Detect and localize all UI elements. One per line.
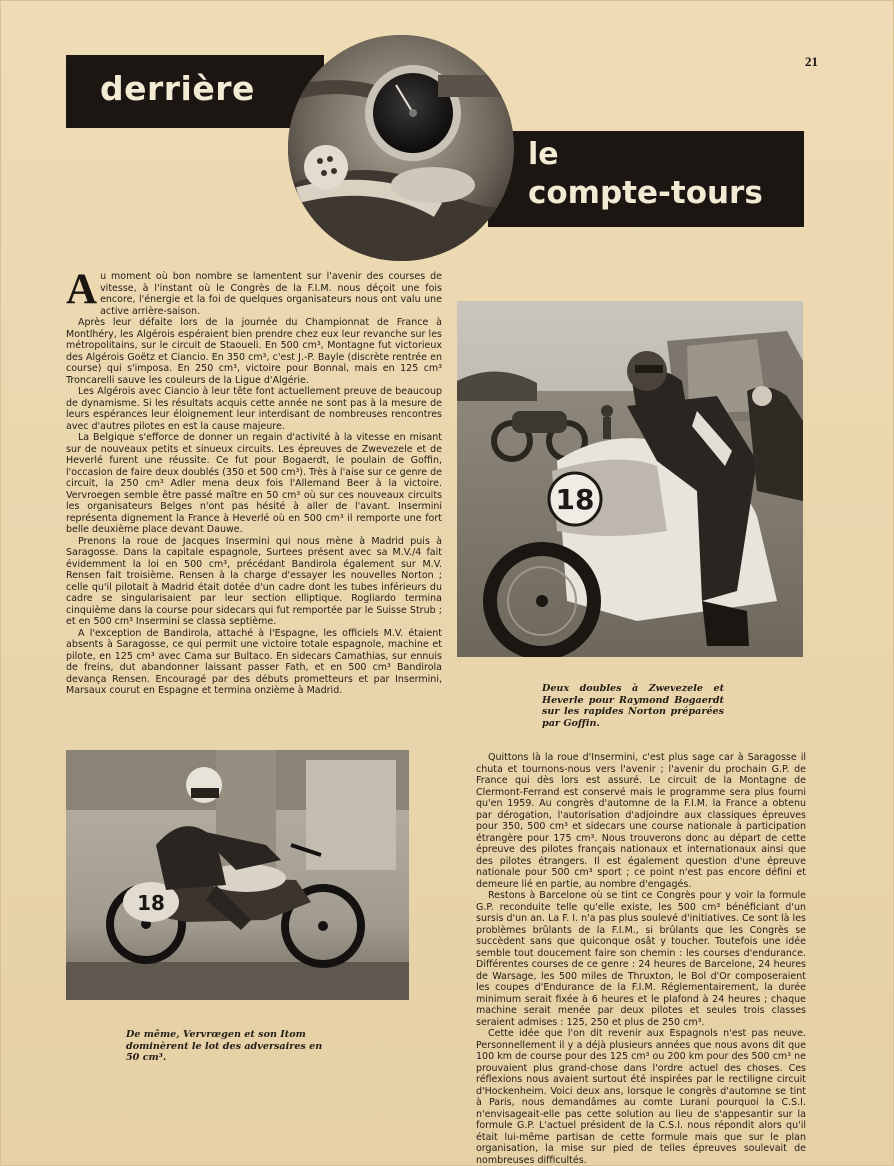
photo-caption-vervroegen: De même, Vervrœgen et son Itom dominèrent le lot des adversaires en 50 cm³. (126, 1029, 323, 1063)
paragraph: Les Algérois avec Ciancio à leur tête font actuellement preuve de beaucoup de dynamisme. Si les résultats acquis cette année ne sont pas à la mesure de leurs espérances leur éloignement leur interdisant de nombreuses rencontres avec d'autres pilotes en est la cause majeure. (66, 386, 442, 432)
tachometer-illustration (288, 35, 514, 261)
photo-vervroegen-itom (66, 750, 409, 1000)
drop-cap: A (66, 266, 98, 313)
title-word-derriere: derrière (100, 69, 255, 108)
paragraph: Cette idée que l'on dit revenir aux Espagnols n'est pas neuve. Personnellement il y a déjà plusieurs années que nous avons dit que 100 km de course pour des 125 cm³ ou 200 km pour des 500 cm³ ne prouvaient plus grand-chose dans l'ordre actuel des choses. Ces réflexions nous avaient surtout été inspirées par le rectiligne circuit d'Hockenheim. Voici deux ans, lorsque le congrès d'automne se tint à Paris, nous demandâmes au comte Lurani pourquoi la C.S.I. n'envisageait-elle pas cette solution au lieu de s'appesantir sur la formule G.P. L'actuel président de la C.S.I. nous répondit alors qu'il était lui-même partisan de cette formule mais que sur le plan organisation, la mise sur pied de telles épreuves soulevait de nombreuses difficultés. (476, 1028, 806, 1166)
paragraph: Restons à Barcelone où se tint ce Congrès pour y voir la formule G.P. reconduite telle qu'elle existe, les 500 cm³ bénéficiant d'un sursis d'un an. La F. I. n'a pas plus soulevé d'initiatives. Ce sont là les problèmes brûlants de la F.I.M., si brûlants que les Congrès se succèdent sans que quiconque osât y toucher. Toutefois une idée semble tout doucement faire son chemin : les courses d'endurance. Différentes courses de ce genre : 24 heures de Barcelone, 24 heures de Warsage, les 500 miles de Thruxton, le Bol d'Or composeraient les coupes d'Endurance de la F.I.M. Réglementairement, la durée minimum serait fixée à 6 heures et le plafond à 24 heures ; chaque machine serait menée par deux pilotes et seules trois classes seraient admises : 125, 250 et plus de 250 cm³. (476, 890, 806, 1028)
paragraph: La Belgique s'efforce de donner un regain d'activité à la vitesse en misant sur de nouveaux petits et sinueux circuits. Les épreuves de Zwevezele et de Heverlé furent une réussite. Ce fut pour Bogaerdt, le poulain de Goffin, l'occasion de faire deux doublés (350 et 500 cm³). Très à l'aise sur ce genre de circuit, la 250 cm³ Adler mena deux fois l'Allemand Beer à la victoire. Vervroegen semble être passé maître en 50 cm³ où sur ces nouveaux circuits les organisateurs Belges n'ont pas hésité à aller de l'avant. Insermini représenta dignement la France à Heverlé où en 500 cm³ il remporte une fort belle deuxième place devant Dauwe. (66, 432, 442, 535)
photo-caption-bogaerdt: Deux doubles à Zwevezele et Heverle pour Raymond Bogaerdt sur les rapides Norton préparées par Goffin. (542, 683, 724, 729)
race-number-label: 18 (555, 483, 595, 516)
article-column-right (476, 752, 806, 1166)
paragraph: Au moment où bon nombre se lamentent sur l'avenir des courses de vitesse, à l'instant où le Congrès de la F.I.M. nous déçoit une fois encore, l'énergie et la foi de quelques organisateurs nous ont valu une active arrière-saison. (66, 266, 442, 317)
title-word-compte-tours: compte-tours (528, 175, 763, 211)
small-motorcycle-illustration (66, 750, 409, 1000)
photo-bogaerdt-norton (457, 301, 803, 657)
paragraph: Après leur défaite lors de la journée du Championnat de France à Montlhéry, les Algérois espéraient bien prendre chez eux leur revanche sur les métropolitains, sur le circuit de Staoueli. En 500 cm³, Montagne fut victorieux des Algérois Goëtz et Ciancio. En 350 cm³, c'est J.-P. Bayle (discrète rentrée en course) qui s'imposa. En 250 cm³, victoire pour Bonnal, mais en 125 cm³ Troncarelli sauve les couleurs de la Ligue d'Algérie. (66, 317, 442, 386)
tachometer-photo (288, 35, 514, 261)
paragraph: Quittons là la roue d'Insermini, c'est plus sage car à Saragosse il chuta et tournons-nous vers l'avenir ; l'avenir du prochain G.P. de France qui dès lors est assuré. Le circuit de la Montagne de Clermont-Ferrand est conservé mais le programme sera plus fourni qu'en 1959. Au congrès d'automne de la F.I.M. la France a obtenu par dérogation, l'autorisation d'adjoindre aux classiques épreuves pour 350, 500 cm³ et sidecars une course nationale à participation étrangère pour 175 cm³. Nous trouverons donc au départ de cette épreuve des pilotes français nationaux et internationaux ainsi que des pilotes étrangers. Il est également question d'une épreuve nationale pour 500 cm³ sport ; ce point n'est pas encore défini et demeure lié en partie, au nombre d'engagés. (476, 752, 806, 890)
title-banner-left (66, 55, 324, 128)
page-number: 21 (805, 54, 818, 69)
paragraph: Prenons la roue de Jacques Insermini qui nous mène à Madrid puis à Saragosse. Dans la capitale espagnole, Surtees présent avec sa M.V./4 fait évidemment la loi en 500 cm³, précédant Bandirola également sur M.V. Rensen fait troisième. Rensen à la charge d'essayer les nouvelles Norton ; celle qu'il pilotait à Madrid était dotée d'un cadre dont les tubes inférieurs du cadre se singularisaient par leur section elliptique. Rogliardo termina cinquième dans la course pour sidecars qui fut remportée par le Suisse Strub ; et en 500 cm³ Insermini se classa septième. (66, 535, 442, 627)
article-column-left (66, 266, 442, 697)
title-banner-right (488, 131, 804, 227)
race-number-label: 18 (137, 891, 165, 915)
title-word-le: le (528, 137, 559, 172)
motorcycle-racer-illustration (457, 301, 803, 657)
paragraph: A l'exception de Bandirola, attaché à l'Espagne, les officiels M.V. étaient absents à Saragosse, ce qui permit une victoire totale espagnole, machine et pilote, en 125 cm³ avec Cama sur Bultaco. En sidecars Camathias, sur ennuis de freins, dut abandonner laissant passer Fath, et en 500 cm³ Bandirola devança Rensen. Encouragé par des débuts prometteurs et par Insermini, Marsaux courut en Espagne et termina onzième à Madrid. (66, 627, 442, 696)
